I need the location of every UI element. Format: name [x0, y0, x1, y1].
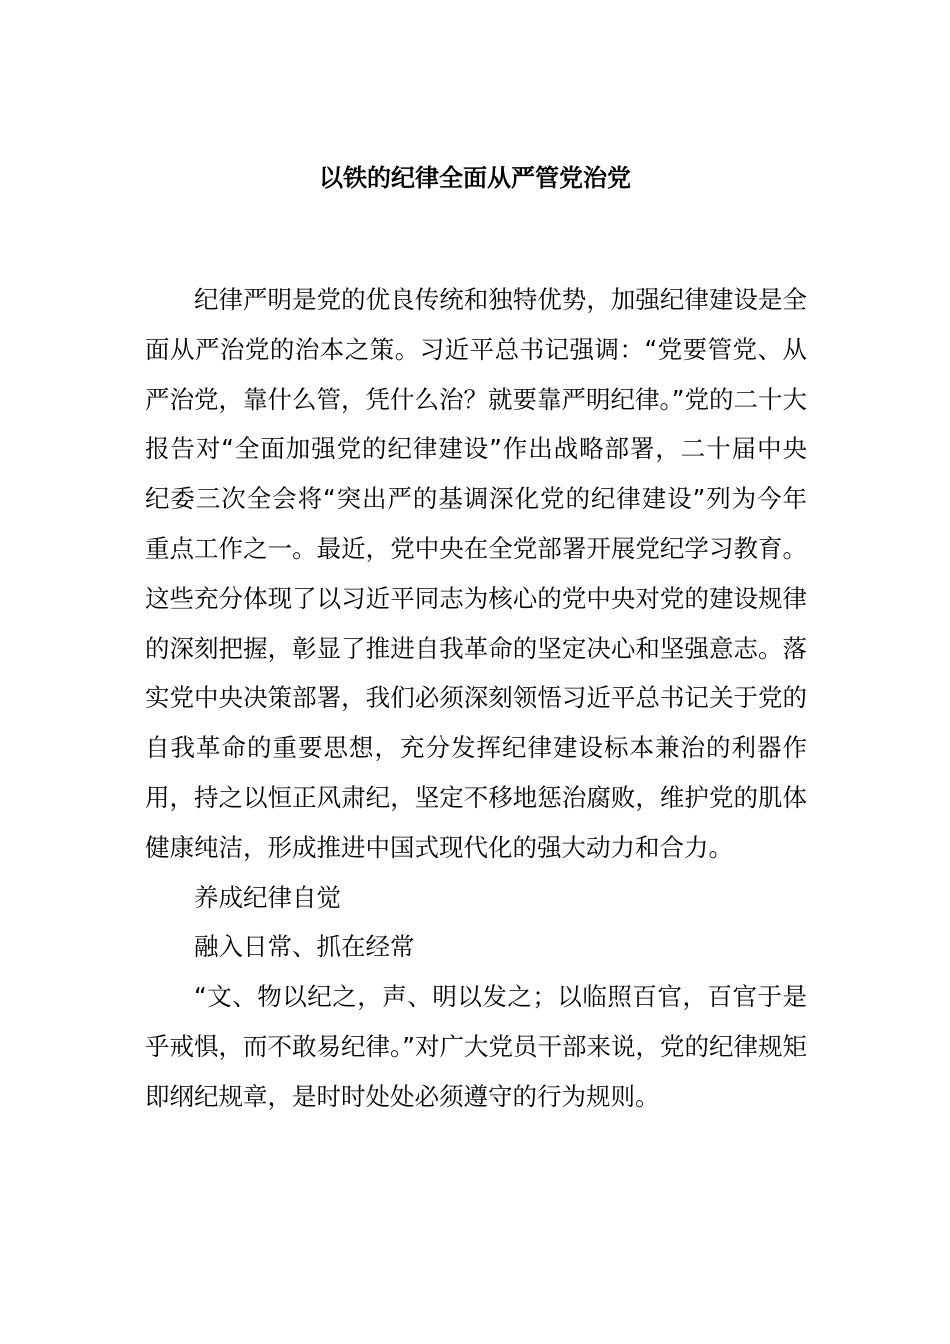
document-body — [145, 275, 807, 1122]
document-title: 以铁的纪律全面从严管党治党 — [319, 164, 631, 192]
body-paragraph: “文、物以纪之，声、明以发之；以临照百官，百官于是乎戒惧，而不敢易纪律。”对广大党员干部来说，党的纪律规矩即纲纪规章，是时时处处必须遵守的行为规则。 — [145, 982, 807, 1111]
body-paragraph-intro: 纪律严明是党的优良传统和独特优势，加强纪律建设是全面从严治党的治本之策。习近平总书记强调：“党要管党、从严治党，靠什么管，凭什么治？就要靠严明纪律。”党的二十大报告对“全面加强党的纪律建设”作出战略部署，二十届中央纪委三次全会将“突出严的基调深化党的纪律建设”列为今年重点工作之一。最近，党中央在全党部署开展党纪学习教育。这些充分体现了以习近平同志为核心的党中央对党的建设规律的深刻把握，彰显了推进自我革命的坚定决心和坚强意志。落实党中央决策部署，我们必须深刻领悟习近平总书记关于党的自我革命的重要思想，充分发挥纪律建设标本兼治的利器作用，持之以恒正风肃纪，坚定不移地惩治腐败，维护党的肌体健康纯洁，形成推进中国式现代化的强大动力和合力。 — [145, 285, 807, 862]
subsection-heading: 融入日常、抓在经常 — [194, 932, 415, 962]
section-heading: 养成纪律自觉 — [194, 882, 341, 912]
